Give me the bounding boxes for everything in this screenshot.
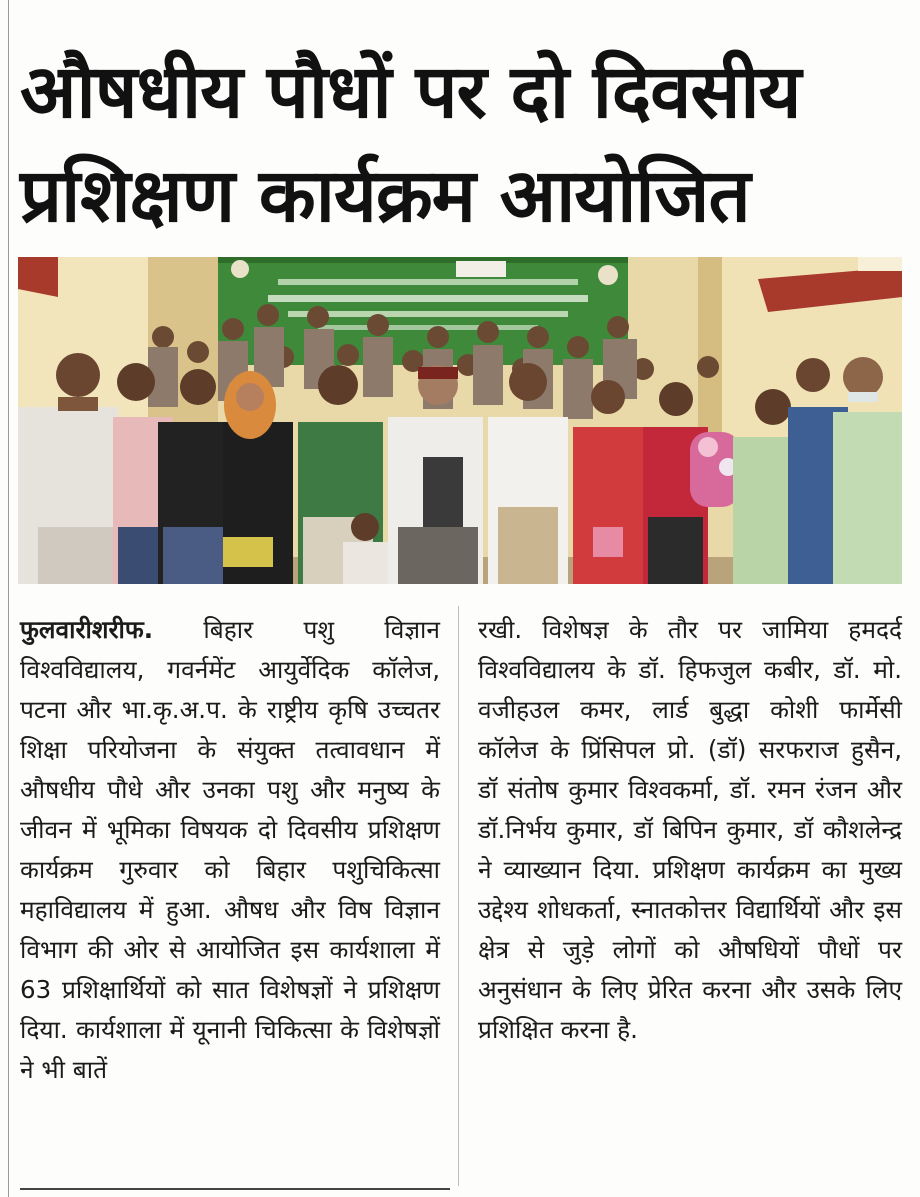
article-column-right [478, 610, 902, 1050]
article-body-left: बिहार पशु विज्ञान विश्वविद्यालय, गवर्नमेंट आयुर्वेदिक कॉलेज, पटना और भा.कृ.अ.प. के राष्ट्रीय कृषि उच्चतर शिक्षा परियोजना के संयुक्त तत्वावधान में औषधीय पौधे और उनका पशु और मनुष्य के जीवन में भूमिका विषयक दो दिवसीय प्रशिक्षण कार्यक्रम गुरुवार को बिहार पशुचिकित्सा महाविद्यालय में हुआ. औषध और विष विज्ञान विभाग की ओर से आयोजित इस कार्यशाला में 63 प्रशिक्षार्थियों को सात विशेषज्ञों ने प्रशिक्षण दिया. कार्यशाला में यूनानी चिकित्सा के विशेषज्ञों ने भी बातें [20, 615, 440, 1084]
headline [20, 40, 900, 248]
article-dateline: फुलवारीशरीफ. [20, 615, 154, 644]
page-margin-rule [8, 0, 9, 1197]
bottom-rule [20, 1188, 450, 1190]
article-column-left [20, 610, 440, 1090]
group-photo-image [18, 257, 902, 584]
headline-line-2: प्रशिक्षण कार्यक्रम आयोजित [20, 153, 750, 239]
column-divider [458, 606, 459, 1186]
group-photo [18, 257, 902, 584]
article-body-right: रखी. विशेषज्ञ के तौर पर जामिया हमदर्द विश्वविद्यालय के डॉ. हिफजुल कबीर, डॉ. मो. वजीहउल कमर, लार्ड बुद्धा कोशी फार्मेसी कॉलेज के प्रिंसिपल प्रो. (डॉ) सरफराज हुसैन, डॉ संतोष कुमार विश्वकर्मा, डॉ. रमन रंजन और डॉ.निर्भय कुमार, डॉ बिपिन कुमार, डॉ कौशलेन्द्र ने व्याख्यान दिया. प्रशिक्षण कार्यक्रम का मुख्य उद्देश्य शोधकर्ता, स्नातकोत्तर विद्यार्थियों और इस क्षेत्र से जुड़े लोगों को औषधियों पौधों पर अनुसंधान के लिए प्रेरित करना और उसके लिए प्रशिक्षित करना है. [478, 615, 902, 1044]
headline-line-1: औषधीय पौधों पर दो दिवसीय [20, 49, 801, 135]
